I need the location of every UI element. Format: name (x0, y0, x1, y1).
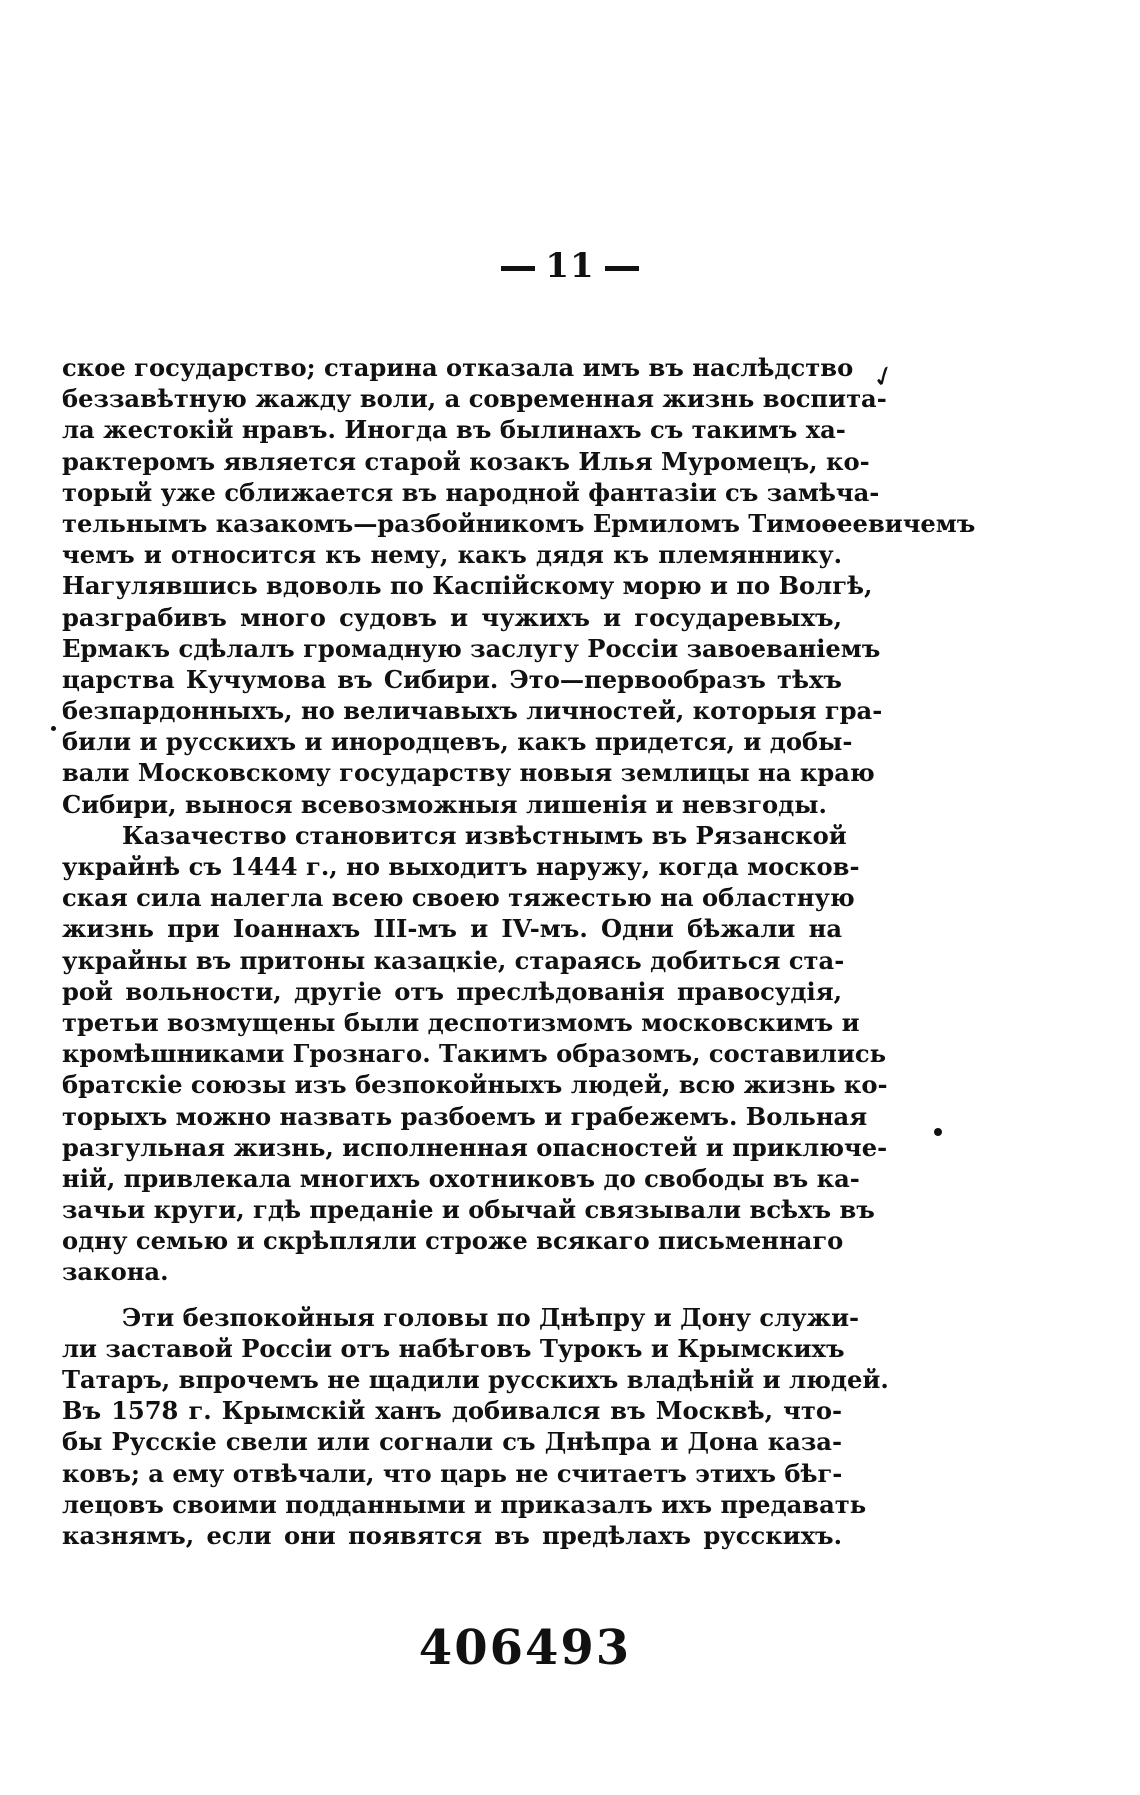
text-line: Нагулявшись вдоволь по Каспійскому морю и по Волгѣ, (62, 571, 873, 601)
text-line: третьи возмущены были деспотизмомъ московскимъ и (62, 1007, 860, 1037)
text-line: казнямъ, если они появятся въ предѣлахъ русскихъ. (62, 1520, 842, 1550)
text-line: зачьи круги, гдѣ преданіе и обычай связывали всѣхъ въ (62, 1195, 875, 1225)
text-line: ли заставой Россіи отъ набѣговъ Турокъ и Крымскихъ (62, 1333, 845, 1363)
text-line: торый уже сближается въ народной фантазіи съ замѣча- (62, 477, 880, 507)
text-line: бы Русскіе свели или согнали съ Днѣпра и Дона каза- (62, 1427, 842, 1457)
paragraph-1 (62, 352, 976, 820)
text-line: ская сила налегла всею своею тяжестью на областную (62, 883, 855, 913)
paragraph-3 (62, 1302, 889, 1552)
text-line: украйнѣ съ 1444 г., но выходитъ наружу, когда москов- (62, 852, 860, 881)
text-line: разгульная жизнь, исполненная опасностей и приключе- (62, 1132, 888, 1162)
text-line: братскіе союзы изъ безпокойныхъ людей, всю жизнь ко- (62, 1070, 888, 1100)
text-line: чемъ и относится къ нему, какъ дядя къ племяннику. (62, 540, 842, 570)
paragraph-2 (62, 820, 888, 1288)
left-dash (501, 266, 535, 271)
library-stamp-number: 406493 (418, 1620, 632, 1676)
text-line: лецовъ своими подданными и приказалъ ихъ предавать (62, 1489, 867, 1519)
page-number (0, 246, 1140, 286)
text-line: ла жестокій нравъ. Иногда въ былинахъ съ такимъ ха- (62, 415, 846, 445)
text-line: торыхъ можно назвать разбоемъ и грабежемъ. Вольная (62, 1101, 868, 1131)
text-line: ское государство; старина отказала имъ въ наслѣдство (62, 353, 854, 382)
text-line: Казачество становится извѣстнымъ въ Рязанской (122, 820, 847, 850)
margin-check-mark: ✓ (867, 356, 901, 397)
margin-ink-dot (934, 1128, 942, 1136)
text-line: одну семью и скрѣпляли строже всякаго письменнаго (62, 1226, 844, 1256)
text-line: безпардонныхъ, но величавыхъ личностей, которыя гра- (62, 696, 883, 726)
text-line: Татаръ, впрочемъ не щадили русскихъ владѣній и людей. (62, 1365, 889, 1394)
text-line: закона. (62, 1257, 169, 1287)
right-dash (605, 266, 639, 271)
text-line: тельнымъ казакомъ—разбойникомъ Ермиломъ Тимоѳеевичемъ (62, 508, 976, 538)
text-line: разграбивъ много судовъ и чужихъ и государевыхъ, (62, 602, 842, 632)
text-line: царства Кучумова въ Сибири. Это—первообразъ тѣхъ (62, 664, 842, 694)
text-line: Эти безпокойныя головы по Днѣпру и Дону служи- (122, 1302, 860, 1332)
body-text (62, 352, 976, 1551)
text-line: рактеромъ является старой козакъ Илья Муромецъ, ко- (62, 446, 870, 476)
text-line: Сибири, вынося всевозможныя лишенія и невзгоды. (62, 789, 827, 819)
text-line: беззавѣтную жажду воли, а современная жизнь воспита- (62, 384, 887, 414)
page-number-value: 11 (545, 246, 595, 286)
text-line: ковъ; а ему отвѣчали, что царь не считаетъ этихъ бѣг- (62, 1458, 843, 1488)
text-line: жизнь при Іоаннахъ III-мъ и IV-мъ. Одни бѣжали на (62, 914, 842, 944)
text-line: Ермакъ сдѣлалъ громадную заслугу Россіи завоеваніемъ (62, 633, 881, 663)
text-line: ній, привлекала многихъ охотниковъ до свободы въ ка- (62, 1163, 860, 1193)
text-line: били и русскихъ и инородцевъ, какъ придется, и добы- (62, 727, 853, 757)
text-line: Въ 1578 г. Крымскій ханъ добивался въ Москвѣ, что- (62, 1396, 842, 1426)
text-line: украйны въ притоны казацкіе, стараясь добиться ста- (62, 945, 845, 975)
text-line: кромѣшниками Грознаго. Такимъ образомъ, составились (62, 1039, 887, 1069)
margin-ink-dot-small (51, 726, 56, 731)
text-line: рой вольности, другіе отъ преслѣдованія правосудія, (62, 976, 842, 1006)
text-line: вали Московскому государству новыя землицы на краю (62, 758, 875, 788)
